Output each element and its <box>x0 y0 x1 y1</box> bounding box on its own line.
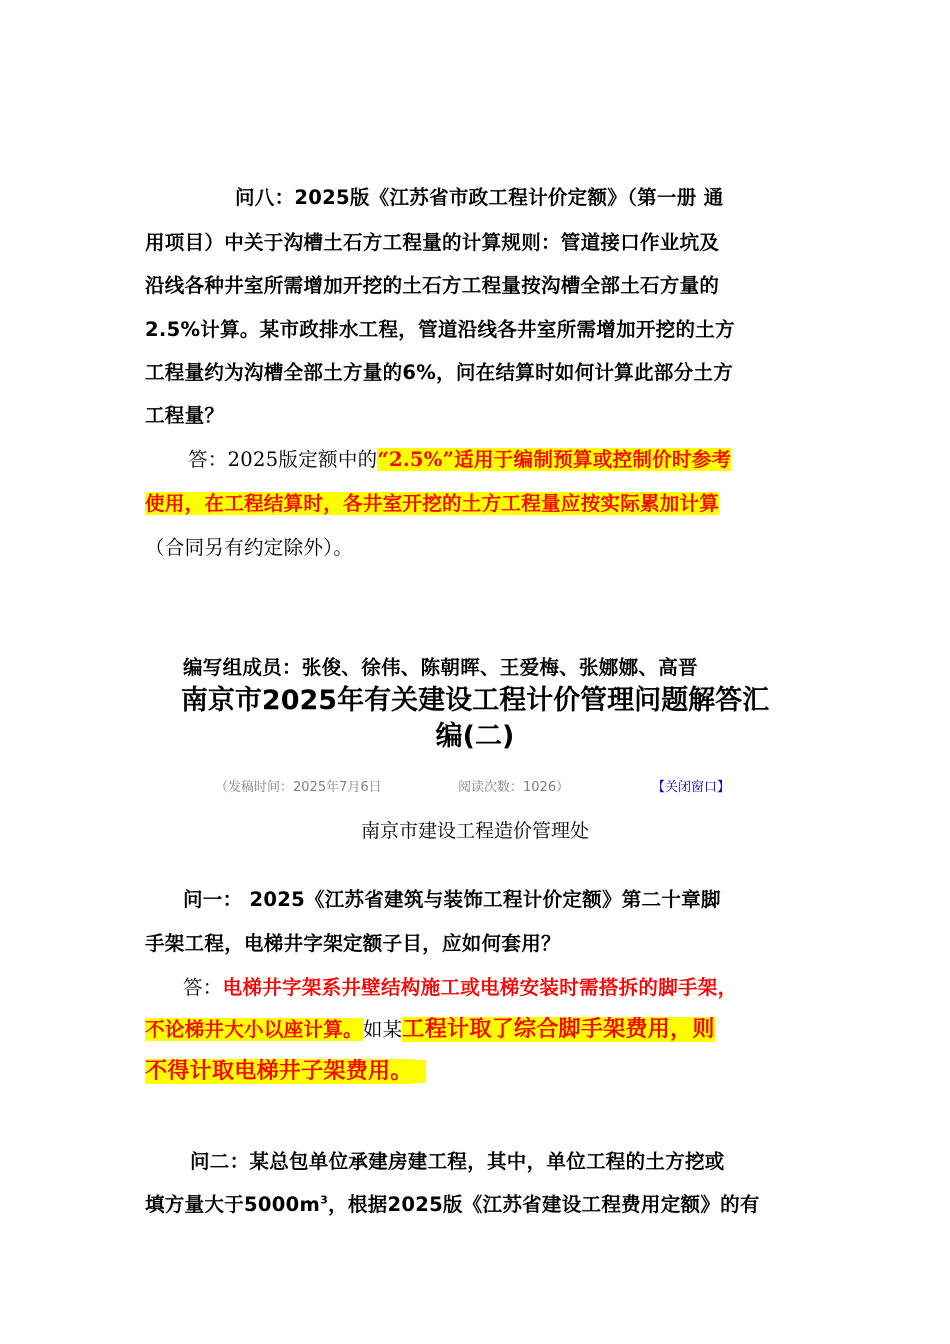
q2-line-2-b: ，根据2025版《江苏省建设工程费用定额》的有 <box>328 1193 760 1216</box>
q8-answer-prefix: 答：2025版定额中的 <box>188 448 378 471</box>
page-title-line-1: 南京市2025年有关建设工程计价管理问题解答汇 <box>180 685 770 716</box>
q8-line-3: 沿线各种井室所需增加开挖的土石方工程量按沟槽全部土石方量的 <box>145 274 720 297</box>
q2-line-2 <box>145 1189 760 1217</box>
q1-answer-highlight-b: 工程计取了综合脚手架费用，则 <box>402 1017 715 1042</box>
read-count: 阅读次数：1026） <box>458 780 570 795</box>
q1-answer-prefix: 答： <box>183 976 223 999</box>
agency-name: 南京市建设工程造价管理处 <box>360 820 589 842</box>
q1-answer-highlight-a: 不论梯井大小以座计算。 <box>145 1018 363 1041</box>
q8-answer-line-2 <box>145 488 719 516</box>
q1-highlight-pad <box>413 1060 426 1083</box>
q8-line-1: 问八：2025版《江苏省市政工程计价定额》（第一册 通 <box>235 186 724 209</box>
q1-answer-highlight-c: 不得计取电梯井子架费用。 <box>145 1059 413 1084</box>
q1-line-2: 手架工程，电梯井字架定额子目，应如何套用？ <box>145 932 561 955</box>
q2-line-2-a: 填方量大于5000m <box>145 1193 321 1216</box>
q8-line-6: 工程量？ <box>145 404 225 427</box>
q1-answer-mid: 如某 <box>362 1018 403 1041</box>
q1-line-1: 问一： 2025《江苏省建筑与装饰工程计价定额》第二十章脚 <box>183 888 721 911</box>
q8-line-4: 2.5%计算。某市政排水工程，管道沿线各井室所需增加开挖的土方 <box>145 318 735 341</box>
q1-answer-red-text: 电梯井字架系井壁结构施工或电梯安装时需搭拆的脚手架， <box>222 976 738 999</box>
page-title-line-2: 编(二) <box>435 721 515 752</box>
q2-superscript: 3 <box>320 1193 329 1207</box>
q2-line-1: 问二：某总包单位承建房建工程，其中，单位工程的土方挖或 <box>190 1150 725 1173</box>
q8-line-2: 用项目）中关于沟槽土石方工程量的计算规则：管道接口作业坑及 <box>145 231 720 254</box>
q8-line-5: 工程量约为沟槽全部土方量的6%，问在结算时如何计算此部分土方 <box>145 361 734 384</box>
q8-answer-tail: （合同另有约定除外）。 <box>145 536 354 559</box>
q8-answer-highlight-1: “2.5%”适用于编制预算或控制价时参考 <box>377 448 732 471</box>
q1-answer-line-1 <box>183 972 737 1000</box>
authors-line: 编写组成员：张俊、徐伟、陈朝晖、王爱梅、张娜娜、高晋 <box>183 656 698 679</box>
q1-answer-line-3 <box>145 1054 426 1085</box>
close-window-link[interactable]: 【关闭窗口】 <box>652 780 731 795</box>
publish-date: （发稿时间：2025年7月6日 <box>215 780 382 795</box>
q8-answer-line-1 <box>188 444 731 472</box>
q8-answer-highlight-2: 使用，在工程结算时，各井室开挖的土方工程量应按实际累加计算 <box>145 492 720 515</box>
q1-answer-line-2 <box>145 1012 715 1043</box>
